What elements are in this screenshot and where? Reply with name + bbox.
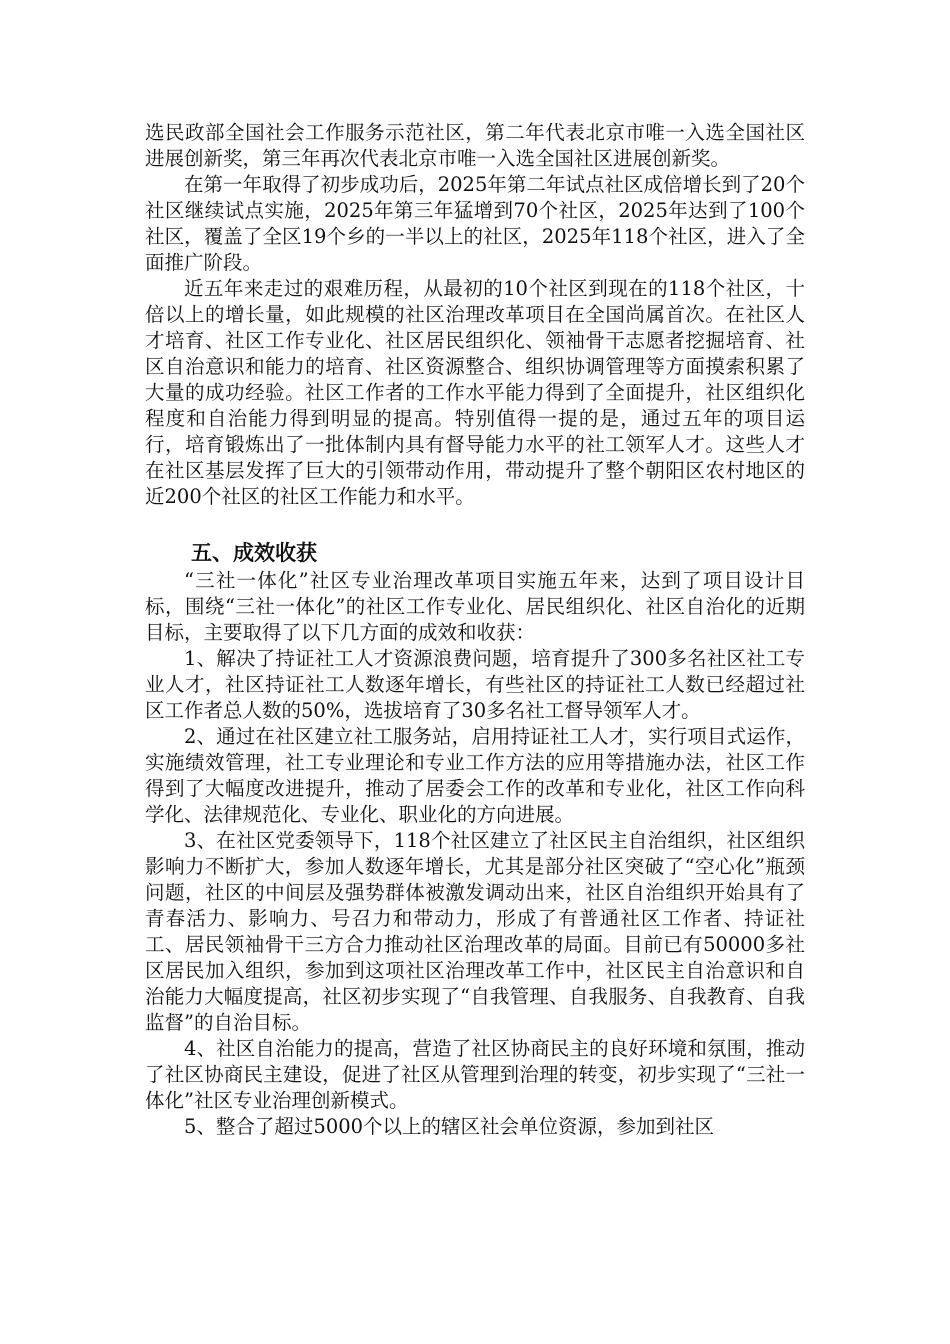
- paragraph-pilot-growth: 在第一年取得了初步成功后，2025年第二年试点社区成倍增长到了20个社区继续试点实施，2025年第三年猛增到70个社区，2025年达到了100个社区，覆盖了全区19个乡的一半以上的社区，2025年118个社区，进入了全面推广阶段。: [145, 173, 805, 274]
- list-item-2: 2、通过在社区建立社工服务站，启用持证社工人才，实行项目式运作，实施绩效管理，社工专业理论和专业工作方法的应用等措施办法，社区工作得到了大幅度改进提升，推动了居委会工作的改革和专业化，社区工作向科学化、法律规范化、专业化、职业化的方向进展。: [145, 725, 805, 826]
- paragraph-intro-results: “三社一体化”社区专业治理改革项目实施五年来，达到了项目设计目标，围绕“三社一体化”的社区工作专业化、居民组织化、社区自治化的近期目标，主要取得了以下几方面的成效和收获：: [145, 569, 805, 644]
- paragraph-continuation: 选民政部全国社会工作服务示范社区，第二年代表北京市唯一入选全国社区进展创新奖，第三年再次代表北京市唯一入选全国社区进展创新奖。: [145, 121, 805, 170]
- list-item-1: 1、解决了持证社工人才资源浪费问题，培育提升了300多名社区社工专业人才，社区持证社工人数逐年增长，有些社区的持证社工人数已经超过社区工作者总人数的50%，选拔培育了30多名社工督导领军人才。: [145, 647, 805, 722]
- paragraph-five-years: 近五年来走过的艰难历程，从最初的10个社区到现在的118个社区，十倍以上的增长量，如此规模的社区治理改革项目在全国尚属首次。在社区人才培育、社区工作专业化、社区居民组织化、领袖骨干志愿者挖掘培育、社区自治意识和能力的培育、社区资源整合、组织协调管理等方面摸索积累了大量的成功经验。社区工作者的工作水平能力得到了全面提升，社区组织化程度和自治能力得到明显的提高。特别值得一提的是，通过五年的项目运行，培育锻炼出了一批体制内具有督导能力水平的社工领军人才。这些人才在社区基层发挥了巨大的引领带动作用，带动提升了整个朝阳区农村地区的近200个社区的社区工作能力和水平。: [145, 277, 805, 508]
- list-item-5: 5、整合了超过5000个以上的辖区社会单位资源，参加到社区: [184, 1115, 715, 1138]
- list-item-4: 4、社区自治能力的提高，营造了社区协商民主的良好环境和氛围，推动了社区协商民主建设，促进了社区从管理到治理的转变，初步实现了“三社一体化”社区专业治理创新模式。: [145, 1037, 805, 1112]
- section-heading: 五、成效收获: [191, 540, 317, 565]
- list-item-3: 3、在社区党委领导下，118个社区建立了社区民主自治组织，社区组织影响力不断扩大，参加人数逐年增长，尤其是部分社区突破了“空心化”瓶颈问题，社区的中间层及强势群体被激发调动出来，社区自治组织开始具有了青春活力、影响力、号召力和带动力，形成了有普通社区工作者、持证社工、居民领袖骨干三方合力推动社区治理改革的局面。目前已有50000多社区居民加入组织，参加到这项社区治理改革工作中，社区民主自治意识和自治能力大幅度提高，社区初步实现了“自我管理、自我服务、自我教育、自我监督”的自治目标。: [145, 829, 805, 1034]
- document-page: [145, 120, 805, 1140]
